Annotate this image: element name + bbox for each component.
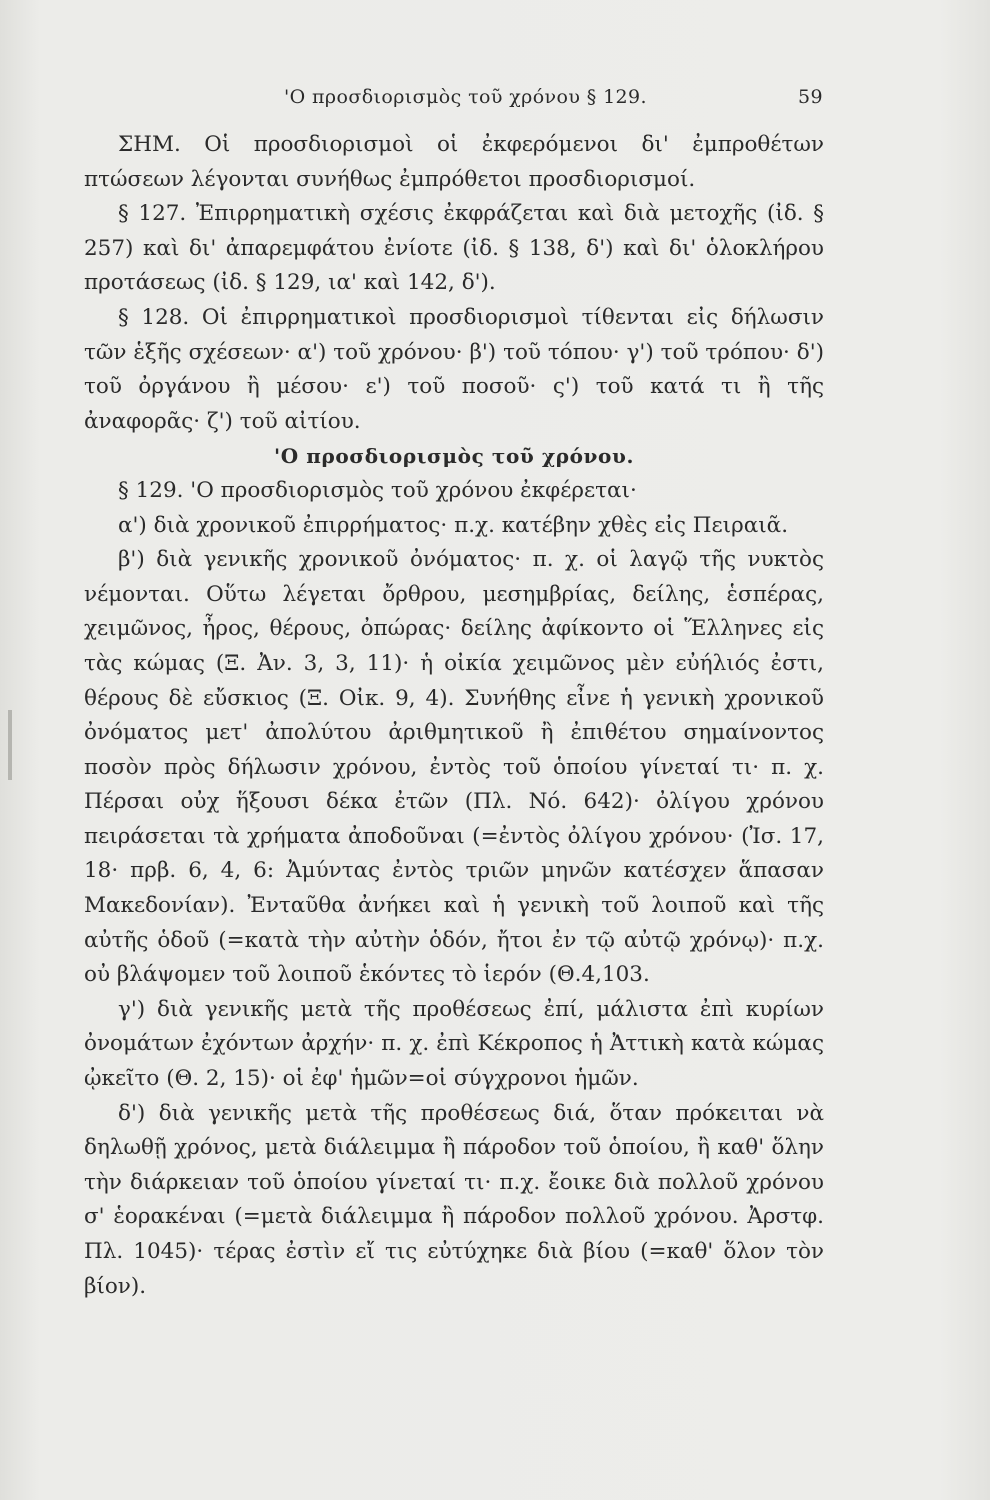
section-128-paragraph: § 128. Οἱ ἐπιρρηματικοὶ προσδιορισμοὶ τίθενται εἰς δήλωσιν τῶν ἑξῆς σχέσεων· α') τοῦ χρόνου· β') τοῦ τόπου· γ') τοῦ τρόπου· δ') τοῦ ὀργάνου ἢ μέσου· ε') τοῦ ποσοῦ· ς') τοῦ κατά τι ἢ τῆς ἀναφορᾶς· ζ') τοῦ αἰτίου. [84,304,824,434]
note-paragraph: ΣΗΜ. Οἱ προσδιορισμοὶ οἱ ἐκφερόμενοι δι' ἐμπροθέτων πτώσεων λέγονται συνήθως ἐμπρόθετοι προσδιορισμοί. [84,132,824,192]
section-127-paragraph: § 127. Ἐπιρρηματικὴ σχέσις ἐκφράζεται καὶ διὰ μετοχῆς (ἰδ. § 257) καὶ δι' ἀπαρεμφάτου ἐνίοτε (ἰδ. § 138, δ') καὶ δι' ὁλοκλήρου προτάσεως (ἰδ. § 129, ια' καὶ 142, δ'). [84,201,824,296]
item-b-paragraph: β') διὰ γενικῆς χρονικοῦ ὀνόματος· π. χ. οἱ λαγῷ τῆς νυκτὸς νέμονται. Οὕτω λέγεται ὄρθρου, μεσημβρίας, δείλης, ἑσπέρας, χειμῶνος, ἦρος, θέρους, ὀπώρας· δείλης ἀφίκοντο οἱ Ἕλληνες εἰς τὰς κώμας (Ξ. Ἀν. 3, 3, 11)· ἡ οἰκία χειμῶνος μὲν εὐήλιός ἐστι, θέρους δὲ εὔσκιος (Ξ. Οἰκ. 9, 4). Συνήθης εἶνε ἡ γενικὴ χρονικοῦ ὀνόματος μετ' ἀπολύτου ἀριθμητικοῦ ἢ ἐπιθέτου σημαίνοντος ποσὸν πρὸς δήλωσιν χρόνου, ἐντὸς τοῦ ὁποίου γίνεταί τι· π. χ. Πέρσαι οὐχ ἥξουσι δέκα ἐτῶν (Πλ. Νό. 642)· ὀλίγου χρόνου πειράσεται τὰ χρήματα ἀποδοῦναι (=ἐντὸς ὀλίγου χρόνου· (Ἰσ. 17, 18· πρβ. 6, 4, 6: Ἀμύντας ἐντὸς τριῶν μηνῶν κατέσχεν ἅπασαν Μακεδονίαν). Ἐνταῦθα ἀνήκει καὶ ἡ γενικὴ τοῦ λοιποῦ καὶ τῆς αὐτῆς ὁδοῦ (=κατὰ τὴν αὐτὴν ὁδόν, ἤτοι ἐν τῷ αὐτῷ χρόνῳ)· π.χ. οὐ βλάψομεν τοῦ λοιποῦ ἑκόντες τὸ ἱερόν (Θ.4,103. [84,547,824,988]
page-body [84,128,824,1304]
item-a-paragraph: α') διὰ χρονικοῦ ἐπιρρήματος· π.χ. κατέβην χθὲς εἰς Πειραιᾶ. [118,512,789,538]
item-c-paragraph: γ') διὰ γενικῆς μετὰ τῆς προθέσεως ἐπί, μάλιστα ἐπὶ κυρίων ὀνομάτων ἐχόντων ἀρχήν· π. χ. ἐπὶ Κέκροπος ἡ Ἀττικὴ κατὰ κώμας ᾠκεῖτο (Θ. 2, 15)· οἱ ἐφ' ἡμῶν=οἱ σύγχρονοι ἡμῶν. [84,996,824,1092]
running-title: 'Ο προσδιορισμὸς τοῦ χρόνου § 129. [284,86,647,108]
page-header [0,86,990,116]
item-d-paragraph: δ') διὰ γενικῆς μετὰ τῆς προθέσεως διά, ὅταν πρόκειται νὰ δηλωθῇ χρόνος, μετὰ διάλειμμα ἢ πάροδον τοῦ ὁποίου, ἢ καθ' ὅλην τὴν διάρκειαν τοῦ ὁποίου γίνεταί τι· π.χ. ἔοικε διὰ πολλοῦ χρόνου σ' ἑορακέναι (=μετὰ διάλειμμα ἢ πάροδον πολλοῦ χρόνου. Ἀρστφ. Πλ. 1045)· τέρας ἐστὶν εἴ τις εὐτύχηκε διὰ βίου (=καθ' ὅλον τὸν βίον). [84,1100,824,1299]
page-edge-mark [8,710,12,780]
section-heading: 'Ο προσδιορισμὸς τοῦ χρόνου. [273,444,635,469]
page-number: 59 [798,86,823,108]
section-129-paragraph: § 129. 'Ο προσδιορισμὸς τοῦ χρόνου ἐκφέρεται· [118,477,637,503]
